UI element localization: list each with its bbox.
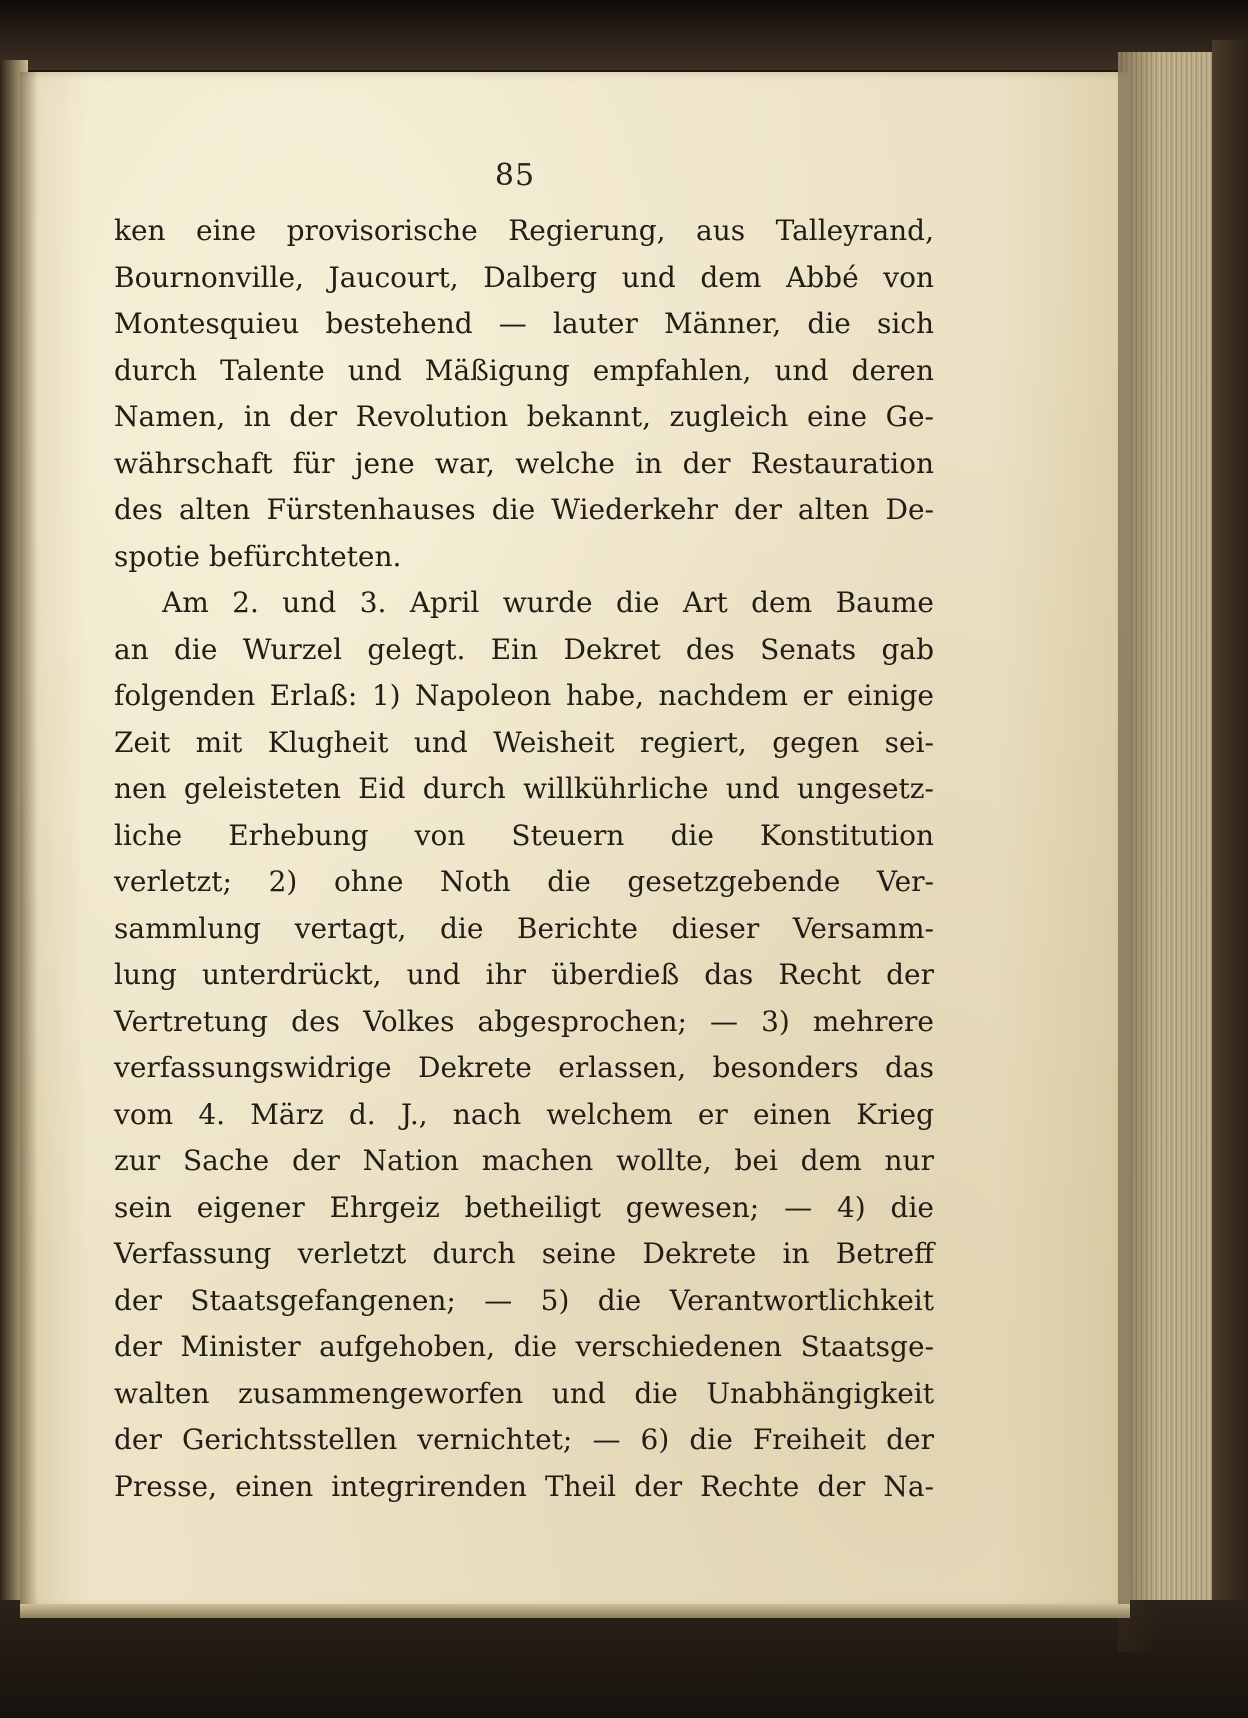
text-line: vom 4. März d. J., nach welchem er einen Krieg — [114, 1097, 934, 1131]
text-line: sammlung vertagt, die Berichte dieser Versamm- — [114, 911, 934, 945]
spine-shadow — [20, 72, 38, 1608]
text-line: zur Sache der Nation machen wollte, bei dem nur — [114, 1144, 934, 1177]
text-line: der Staatsgefangenen; — 5) die Verantwortlichkeit — [114, 1283, 934, 1317]
text-line: verletzt; 2) ohne Noth die gesetzgebende Ver- — [114, 865, 934, 898]
text-line: Bournonville, Jaucourt, Dalberg und dem Abbé von — [114, 260, 934, 294]
page-edge-shadow — [1118, 52, 1158, 1652]
text-line: nen geleisteten Eid durch willkührliche und ungesetz- — [114, 772, 934, 805]
text-line: währschaft für jene war, welche in der Restauration — [114, 446, 934, 480]
page-number: 85 — [494, 158, 536, 193]
text-line: sein eigener Ehrgeiz betheiligt gewesen; — 4) die — [114, 1190, 934, 1224]
text-line: lung unterdrückt, und ihr überdieß das Recht der — [114, 958, 934, 991]
text-line: folgenden Erlaß: 1) Napoleon habe, nachdem er einige — [114, 679, 934, 712]
text-line: Namen, in der Revolution bekannt, zugleich eine Ge- — [114, 400, 934, 433]
page-bottom-edge — [20, 1604, 1130, 1618]
text-line-paragraph-start: Am 2. und 3. April wurde die Art dem Baume — [162, 586, 934, 619]
text-line: des alten Fürstenhauses die Wiederkehr der alten De- — [114, 493, 934, 526]
text-line: an die Wurzel gelegt. Ein Dekret des Senats gab — [114, 632, 934, 666]
text-line: walten zusammengeworfen und die Unabhängigkeit — [114, 1376, 934, 1410]
scan-background-top — [0, 0, 1248, 70]
text-line: der Gerichtsstellen vernichtet; — 6) die Freiheit der — [114, 1423, 934, 1456]
text-line: liche Erhebung von Steuern die Konstitution — [114, 818, 934, 852]
book-cover-edge — [1212, 40, 1248, 1670]
text-line: der Minister aufgehoben, die verschiedenen Staatsge- — [114, 1330, 934, 1363]
text-line: Vertretung des Volkes abgesprochen; — 3) mehrere — [114, 1004, 934, 1038]
text-line: Zeit mit Klugheit und Weisheit regiert, gegen sei- — [114, 725, 934, 759]
text-line: Montesquieu bestehend — lauter Männer, die sich — [114, 307, 934, 340]
text-line: durch Talente und Mäßigung empfahlen, und deren — [114, 353, 934, 387]
text-line: Presse, einen integrirenden Theil der Rechte der Na- — [114, 1469, 934, 1503]
text-line: verfassungswidrige Dekrete erlassen, besonders das — [114, 1051, 934, 1084]
text-line: Verfassung verletzt durch seine Dekrete in Betreff — [114, 1237, 934, 1270]
body-text — [114, 208, 934, 1510]
text-line-paragraph-end: spotie befürchteten. — [114, 539, 402, 573]
text-line: ken eine provisorische Regierung, aus Talleyrand, — [114, 214, 934, 247]
